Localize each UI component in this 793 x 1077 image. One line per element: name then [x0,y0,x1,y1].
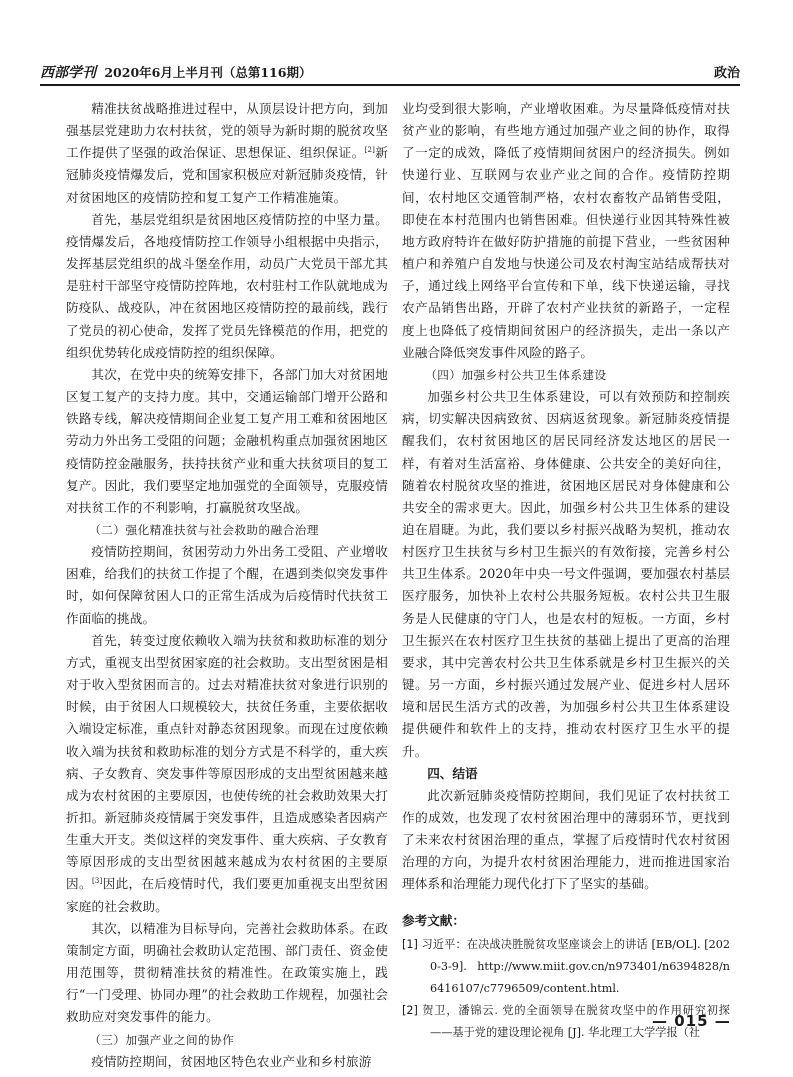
body-paragraph: 首先，转变过度依赖收入端为扶贫和救助标准的划分方式，重视支出型贫困家庭的社会救助。支出型贫困是相对于收入型贫困而言的。过去对精准扶贫对象进行识别的时候，由于贫困人口规模较大，扶贫任务重，主要依据收入端设定标准，重点针对静态贫困现象。而现在过度依赖收入端为扶贫和救助标准的划分方式是不科学的，重大疾病、子女教育、突发事件等原因形成的支出型贫困越来越成为农村贫困的主要原因，也使传统的社会救助效果大打折扣。新冠肺炎疫情属于突发事件，且造成感染者因病产生重大开支。类似这样的突发事件、重大疾病、子女教育等原因形成的支出型贫困越来越成为农村贫困的主要原因。[3]因此，在后疫情时代，我们要更加重视支出型贫困家庭的社会救助。 [66,632,388,914]
left-column [66,98,388,1073]
body-paragraph: 其次，以精准为目标导向，完善社会救助体系。在政策制定方面，明确社会救助认定范围、部门责任、资金使用范围等，贯彻精准扶贫的精准性。在政策实施上，践行“一门受理、协同办理”的社会救助工作规程，加强社会救助应对突发事件的能力。 [66,920,388,1025]
header-rule [40,84,740,86]
section-label: 政治 [713,66,740,81]
reference-text: 习近平：在决战决胜脱贫攻坚座谈会上的讲话 [EB/OL]. [2020-3-9]. http://www.miit.gov.cn/n973401/n6394828/n6416107/c7796509/content.html. [421,937,730,995]
reference-text: 贺卫，潘锦云. 党的全面领导在脱贫攻坚中的作用研究初探——基于党的建设理论视角 [J]. 华北理工大学学报（社 [422,1003,730,1039]
reference-item [402,934,730,1000]
reference-id: [1] [402,937,418,951]
body-paragraph: 业均受到很大影响，产业增收困难。为尽量降低疫情对扶贫产业的影响，有些地方通过加强产业之间的协作，取得了一定的成效，降低了疫情期间贫困户的经济损失。例如快递行业、互联网与农业产业之间的合作。疫情防控期间，农村地区交通管制严格，农村农畜牧产品销售受阻，即使在本村范围内也销售困难。但快递行业因其特殊性被地方政府特许在做好防护措施的前提下营业，一些贫困种植户和养殖户自发地与快递公司及农村淘宝站结成帮扶对子，通过线上网络平台宣传和下单，线下快递运输，寻找农产品销售出路，开辟了农村产业扶贫的新路子，一定程度上也降低了疫情期间贫困户的经济损失，走出一条以产业融合降低突发事件风险的路子。 [402,101,730,360]
issue-info: 2020年6月上半月刊（总第116期） [104,65,312,80]
reference-id: [2] [402,1003,418,1017]
references-title: 参考文献： [402,912,465,928]
page-number: — 015 — [652,1012,731,1030]
subsection-heading: （四）加强乡村公共卫生体系建设 [425,367,607,382]
citation-marker: [2] [364,146,376,155]
body-paragraph: 其次，在党中央的统筹安排下，各部门加大对贫困地区复工复产的支持力度。其中，交通运输部门增开公路和铁路专线，解决疫情期间企业复工复产用工难和贫困地区劳动力外出务工受阻的问题；金融机构重点加强贫困地区疫情防控金融服务，扶持扶贫产业和重大扶贫项目的复工复产。因此，我们要坚定地加强党的全面领导，克服疫情对扶贫工作的不利影响，打赢脱贫攻坚战。 [66,366,388,515]
section-heading: 四、结语 [427,765,478,781]
right-column [402,98,730,1044]
subsection-heading: （二）强化精准扶贫与社会救助的融合治理 [89,522,319,537]
body-paragraph: 此次新冠肺炎疫情防控期间，我们见证了农村扶贫工作的成效，也发现了农村贫困治理中的薄弱环节，更找到了未来农村贫困治理的重点，掌握了后疫情时代农村贫困治理的方向，为提升农村贫困治理能力，进而推进国家治理体系和治理能力现代化打下了坚实的基础。 [402,787,730,892]
citation-marker: [3] [91,877,103,886]
body-paragraph: 疫情防控期间，贫困地区特色农业产业和乡村旅游 [91,1053,372,1069]
subsection-heading: （三）加强产业之间的协作 [89,1032,235,1047]
body-paragraph: 精准扶贫战略推进过程中，从顶层设计把方向，到加强基层党建助力农村扶贫，党的领导为新时期的脱贫攻坚工作提供了坚强的政治保证、思想保证、组织保证。[2]新冠肺炎疫情爆发后，党和国家积极应对新冠肺炎疫情，针对贫困地区的疫情防控和复工复产工作精准施策。 [66,101,388,205]
body-paragraph: 疫情防控期间，贫困劳动力外出务工受阻、产业增收困难，给我们的扶贫工作提了个醒，在遇到类似突发事件时，如何保障贫困人口的正常生活成为后疫情时代扶贫工作面临的挑战。 [66,544,388,626]
header-left [40,62,311,82]
running-header [40,62,740,82]
body-paragraph: 加强乡村公共卫生体系建设，可以有效预防和控制疾病，切实解决因病致贫、因病返贫现象。新冠肺炎疫情提醒我们，农村贫困地区的居民同经济发达地区的居民一样，有着对生活富裕、身体健康、公共安全的美好向往，随着农村脱贫攻坚的推进，贫困地区居民对身体健康和公共安全的需求更大。因此，加强乡村公共卫生体系的建设迫在眉睫。为此，我们要以乡村振兴战略为契机，推动农村医疗卫生扶贫与乡村卫生振兴的有效衔接，完善乡村公共卫生体系。2020年中央一号文件强调，要加强农村基层医疗服务，加快补上农村公共服务短板。农村公共卫生服务是人民健康的守门人，也是农村的短板。一方面，乡村卫生振兴在农村医疗卫生扶贫的基础上提出了更高的治理要求，其中完善农村公共卫生体系就是乡村卫生振兴的关键。另一方面，乡村振兴通过发展产业、促进乡村人居环境和居民生活方式的改善，为加强乡村公共卫生体系建设提供硬件和软件上的支持，推动农村医疗卫生水平的提升。 [402,389,730,759]
body-paragraph: 首先，基层党组织是贫困地区疫情防控的中坚力量。疫情爆发后，各地疫情防控工作领导小组根据中央指示，发挥基层党组织的战斗堡垒作用，动员广大党员干部尤其是驻村干部坚守疫情防控阵地，农村驻村工作队就地成为防疫队、战疫队，冲在贫困地区疫情防控的最前线，践行了党员的初心使命，发挥了党员先锋模范的作用，把党的组织优势转化成疫情防控的组织保障。 [66,211,388,360]
journal-logo: 西部学刊 [40,65,96,81]
